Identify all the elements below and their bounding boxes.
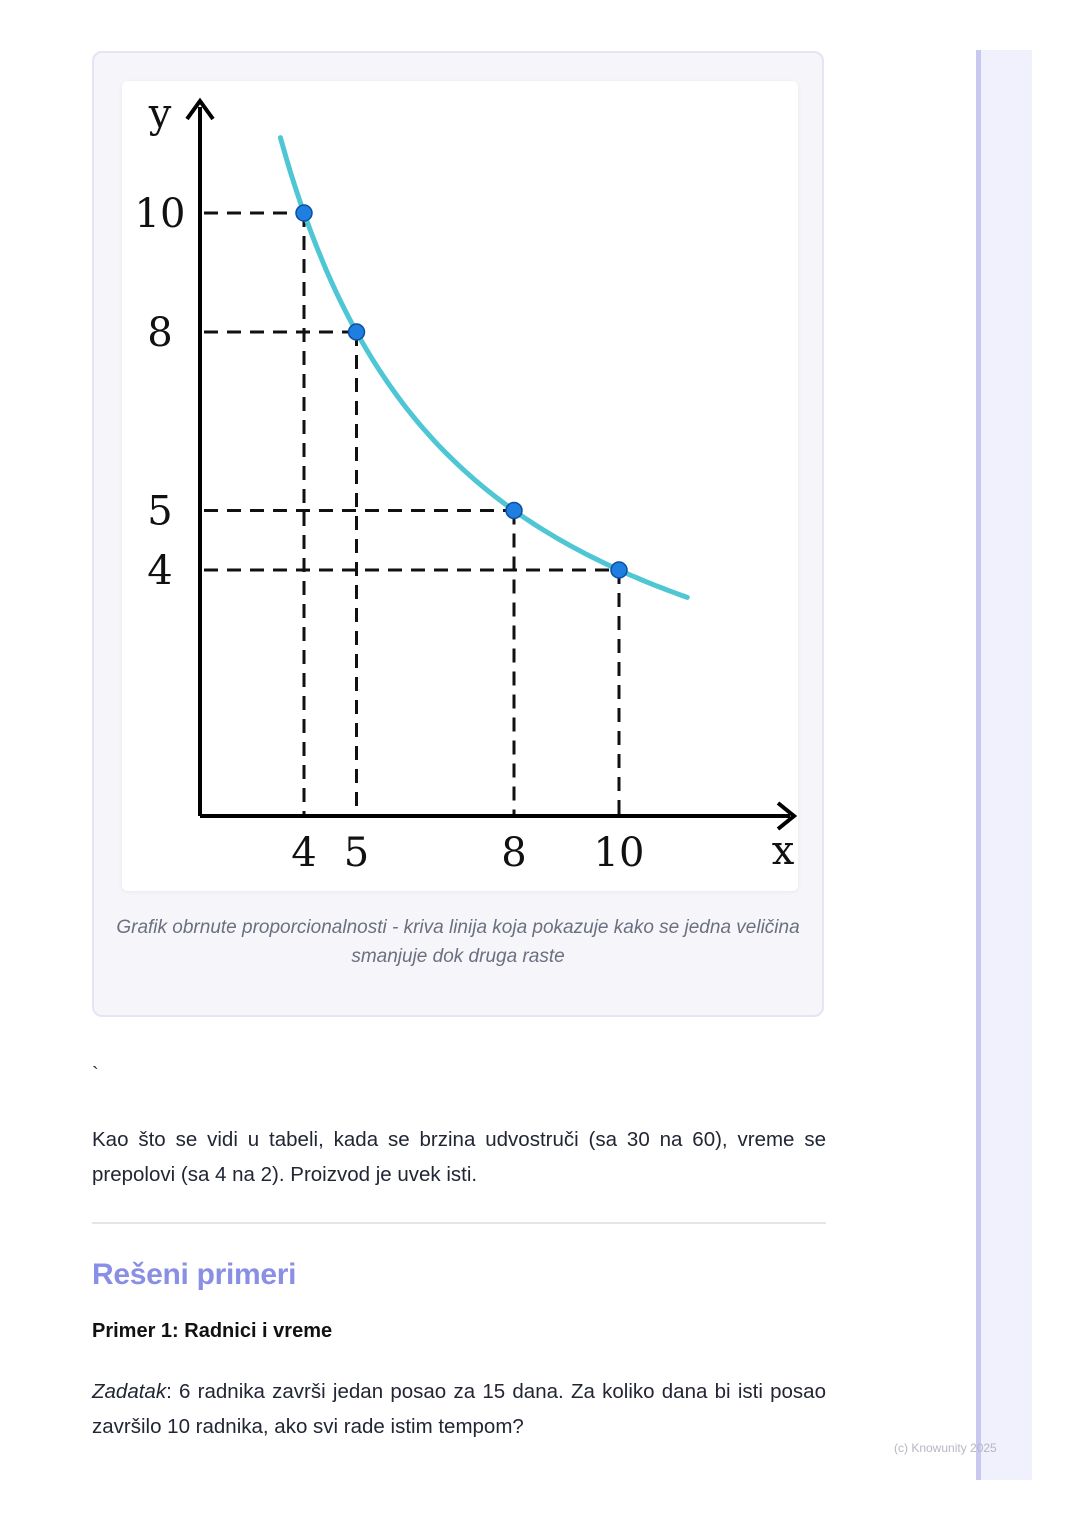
section-heading: Rešeni primeri [92,1258,297,1291]
figure-caption: Grafik obrnute proporcionalnosti - kriva linija koja pokazuje kako se jedna veličina smanjuje dok druga raste [116,917,800,967]
side-border [976,50,981,1480]
section-divider [92,1222,826,1224]
x-tick-label-10: 10 [593,830,645,876]
data-point-2 [506,503,522,519]
example-title: Primer 1: Radnici i vreme [92,1320,333,1342]
inverse-proportion-chart [122,81,798,891]
x-axis-label: x [771,828,795,874]
side-strip [976,50,1032,1480]
data-point-1 [349,324,365,340]
paragraph-task [92,1374,826,1444]
y-axis-label: y [148,91,172,137]
stray-backtick: ` [92,1064,99,1086]
x-tick-label-5: 5 [343,830,370,876]
curve-line [280,138,687,598]
paragraph-table-explanation: Kao što se vidi u tabeli, kada se brzina udvostruči (sa 30 na 60), vreme se prepolovi (sa 4 na 2). Proizvod je uvek isti. [92,1128,826,1186]
data-point-0 [296,205,312,221]
task-text: : 6 radnika završi jedan posao za 15 dana. Za koliko dana bi isti posao završilo 10 radnika, ako svi rade istim tempom? [92,1380,826,1438]
x-tick-label-4: 4 [291,830,317,876]
y-tick-label-4: 4 [147,548,173,594]
watermark: (c) Knowunity 2025 [894,1441,997,1455]
y-tick-label-8: 8 [147,310,173,356]
chart-panel [122,81,798,891]
y-tick-label-10: 10 [134,191,186,237]
data-point-3 [611,562,627,578]
x-tick-label-8: 8 [501,830,527,876]
figure-card [92,51,824,1017]
y-tick-label-5: 5 [147,488,173,535]
task-label: Zadatak [92,1380,167,1403]
